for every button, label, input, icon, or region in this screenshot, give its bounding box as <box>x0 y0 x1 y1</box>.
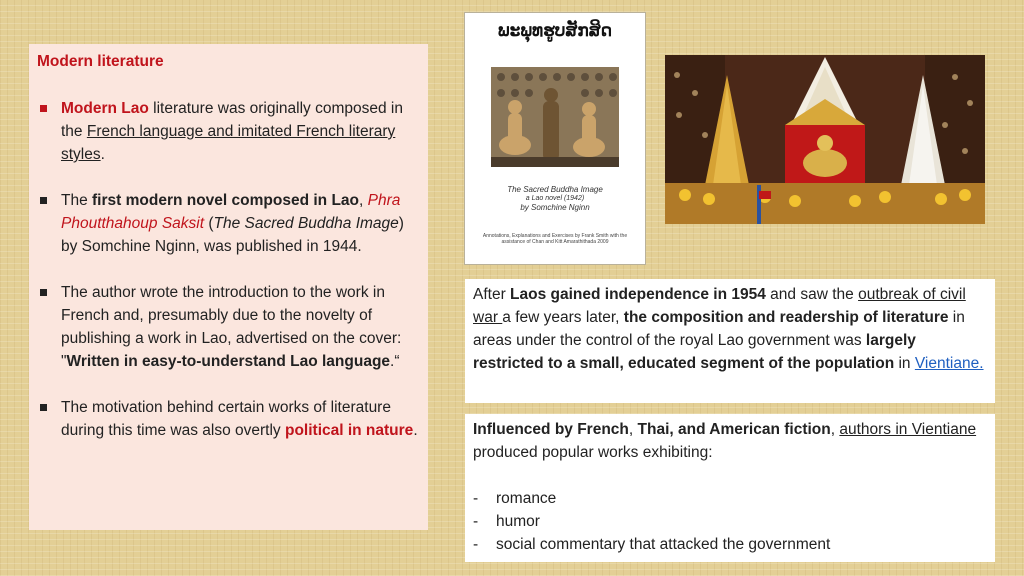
bullet-icon <box>40 105 47 112</box>
list-item <box>473 510 987 533</box>
bullet-lead: Modern Lao <box>61 100 149 117</box>
civil-war-link[interactable]: outbreak of civil war <box>473 286 966 326</box>
list-item-text: romance <box>496 490 557 507</box>
bullet-text: , <box>359 192 368 209</box>
box-text: a few years later, <box>502 309 624 326</box>
bullet-red-bold: political in nature <box>284 422 414 439</box>
box-text: , <box>628 421 638 438</box>
book-caption-author: by Somchine Nginn <box>520 203 590 212</box>
fiction-bold: Thai, and American fiction <box>637 421 831 438</box>
box-text: in areas under the control of the royal Lao government was <box>473 309 965 349</box>
section-title: Modern literature <box>37 53 164 70</box>
temple-shrine-photo <box>665 55 985 224</box>
independence-bold: Laos gained independence in 1954 <box>510 286 766 303</box>
list-item-text: humor <box>496 513 540 530</box>
vientiane-link[interactable]: Vientiane. <box>914 355 984 372</box>
list-item <box>473 487 987 510</box>
readership-bold: the composition and readership of literature <box>623 309 949 326</box>
bullet-text: literature was originally composed in the <box>61 100 403 140</box>
shrine-illustration <box>665 55 985 224</box>
authors-vientiane-link[interactable]: authors in Vientiane <box>839 421 977 438</box>
book-title-lao: ພະພຸທຮູບສັກສິດ <box>497 21 613 40</box>
bullet-bold: Written in easy-to-understand Lao language <box>66 353 391 370</box>
independence-text-box <box>465 279 995 403</box>
bullet-text: The <box>61 192 93 209</box>
bullet-list <box>37 97 418 442</box>
novel-title-english: The Sacred Buddha Image <box>213 215 399 232</box>
book-cover-image <box>464 12 646 265</box>
dash-marker: - <box>473 513 479 530</box>
french-bold: Influenced by French <box>473 421 629 438</box>
list-item <box>473 533 987 556</box>
bullet-text: ) by Somchine Nginn, was published in 1944. <box>61 215 404 255</box>
bullet-item-modern-lao <box>37 97 418 166</box>
french-styles-link[interactable]: French language and imitated French literary styles <box>61 123 396 163</box>
box-text: and saw the <box>765 286 859 303</box>
influences-text-box <box>465 414 995 562</box>
dash-marker: - <box>473 536 479 553</box>
novel-title-lao: Phra Phoutthahoup Saksit <box>61 192 401 232</box>
bullet-text: ( <box>204 215 214 232</box>
left-text-panel <box>29 44 428 530</box>
box-text: in <box>894 355 915 372</box>
bullet-item-first-novel <box>37 189 418 258</box>
restricted-bold: largely restricted to a small, educated segment of the population <box>473 332 916 372</box>
book-caption <box>465 185 645 212</box>
influences-intro <box>473 418 987 464</box>
bullet-item-motivation <box>37 396 418 442</box>
book-caption-title: The Sacred Buddha Image <box>507 185 603 194</box>
book-caption-subtitle: a Lao novel (1942) <box>525 195 585 202</box>
bullet-bold: first modern novel composed in Lao <box>92 192 359 209</box>
buddha-statues-illustration <box>491 67 619 167</box>
box-text: , <box>830 421 840 438</box>
bullet-text-end: . <box>100 146 105 163</box>
box-text: produced popular works exhibiting: <box>473 444 713 461</box>
list-item-text: social commentary that attacked the government <box>496 536 831 553</box>
buddha-statues-photo <box>491 67 619 167</box>
bullet-icon <box>40 197 47 204</box>
dash-marker: - <box>473 490 479 507</box>
bullet-text: . <box>413 422 418 439</box>
bullet-text: The author wrote the introduction to the work in French and, presumably due to the novelty of publishing a work in Lao, advertised on the cover: " <box>61 284 402 370</box>
bullet-icon <box>40 404 47 411</box>
box-text: After <box>473 286 511 303</box>
bullet-text: The motivation behind certain works of literature during this time was also overtly <box>61 399 391 439</box>
bullet-icon <box>40 289 47 296</box>
bullet-item-introduction <box>37 281 418 373</box>
book-credits: Annotations, Explanations and Exercises by Frank Smith with the assistance of Chan and Kitt Amarathithada 2009 <box>482 233 628 245</box>
bullet-text: .“ <box>390 353 400 370</box>
